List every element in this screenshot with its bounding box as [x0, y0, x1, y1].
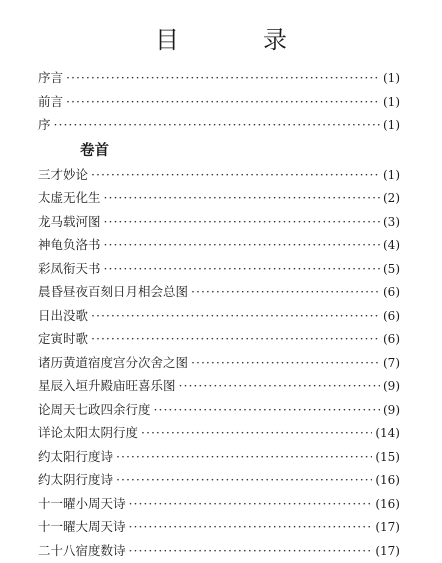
dot-leader [116, 445, 372, 469]
dot-leader [54, 113, 380, 137]
page-number: (9) [383, 399, 400, 423]
entry-title: 序言 [38, 66, 63, 90]
entry-title: 龙马载河图 [38, 210, 101, 234]
dot-leader [191, 280, 380, 304]
page-number: (5) [383, 258, 400, 282]
dot-leader [116, 468, 372, 492]
entry-title: 神龟负洛书 [38, 233, 101, 257]
dot-leader [66, 66, 380, 90]
dot-leader [104, 257, 380, 281]
toc-entry[interactable] [38, 233, 400, 257]
toc-entry[interactable] [38, 421, 400, 445]
entry-title: 诸历黄道宿度宫分次舍之图 [38, 351, 188, 375]
page-number: (1) [383, 67, 400, 91]
page-number: (17) [375, 516, 400, 540]
table-of-contents [38, 66, 400, 562]
section-heading: 卷首 [38, 137, 400, 163]
entry-title: 序 [38, 113, 51, 137]
dot-leader [66, 90, 380, 114]
toc-entry[interactable] [38, 210, 400, 234]
entry-title: 星辰入垣升殿庙旺喜乐图 [38, 374, 176, 398]
page-number: (9) [383, 375, 400, 399]
toc-entry[interactable] [38, 90, 400, 114]
dot-leader [104, 233, 380, 257]
entry-title: 晨昏昼夜百刻日月相会总图 [38, 280, 188, 304]
entry-title: 日出没歌 [38, 304, 88, 328]
page-number: (4) [383, 234, 400, 258]
dot-leader [191, 351, 380, 375]
page-number: (1) [383, 91, 400, 115]
entry-title: 二十八宿度数诗 [38, 539, 126, 563]
entry-title: 前言 [38, 90, 63, 114]
dot-leader [129, 539, 373, 563]
toc-entry[interactable] [38, 515, 400, 539]
page-number: (7) [383, 352, 400, 376]
toc-entry[interactable] [38, 351, 400, 375]
dot-leader [154, 398, 380, 422]
dot-leader [141, 421, 372, 445]
entry-title: 彩凤衔天书 [38, 257, 101, 281]
toc-entry[interactable] [38, 327, 400, 351]
toc-entry[interactable] [38, 66, 400, 90]
page-number: (6) [383, 328, 400, 352]
dot-leader [91, 304, 380, 328]
toc-entry[interactable] [38, 186, 400, 210]
page-number: (15) [375, 446, 400, 470]
page-number: (16) [375, 469, 400, 493]
toc-entry[interactable] [38, 374, 400, 398]
page-number: (14) [375, 422, 400, 446]
page-number: (6) [383, 281, 400, 305]
toc-entry[interactable] [38, 539, 400, 563]
toc-entry[interactable] [38, 280, 400, 304]
page-title: 目 录 [0, 20, 442, 55]
page-number: (16) [375, 493, 400, 517]
entry-title: 十一曜小周天诗 [38, 492, 126, 516]
dot-leader [104, 186, 380, 210]
page-number: (3) [383, 211, 400, 235]
dot-leader [91, 327, 380, 351]
entry-title: 三才妙论 [38, 163, 88, 187]
dot-leader [91, 163, 380, 187]
page-number: (1) [383, 164, 400, 188]
toc-entry[interactable] [38, 257, 400, 281]
entry-title: 太虚无化生 [38, 186, 101, 210]
toc-entry[interactable] [38, 445, 400, 469]
entry-title: 十一曜大周天诗 [38, 515, 126, 539]
toc-entry[interactable] [38, 304, 400, 328]
entry-title: 约太阴行度诗 [38, 468, 113, 492]
dot-leader [179, 374, 380, 398]
entry-title: 详论太阳太阴行度 [38, 421, 138, 445]
page-number: (2) [383, 187, 400, 211]
entry-title: 约太阳行度诗 [38, 445, 113, 469]
toc-entry[interactable] [38, 113, 400, 137]
toc-entry[interactable] [38, 468, 400, 492]
toc-entry[interactable] [38, 492, 400, 516]
dot-leader [129, 492, 373, 516]
entry-title: 论周天七政四余行度 [38, 398, 151, 422]
toc-entry[interactable] [38, 163, 400, 187]
page-number: (1) [383, 114, 400, 138]
dot-leader [129, 515, 373, 539]
toc-entry[interactable] [38, 398, 400, 422]
page-number: (17) [375, 540, 400, 563]
entry-title: 定寅时歌 [38, 327, 88, 351]
dot-leader [104, 210, 380, 234]
page-number: (6) [383, 305, 400, 329]
